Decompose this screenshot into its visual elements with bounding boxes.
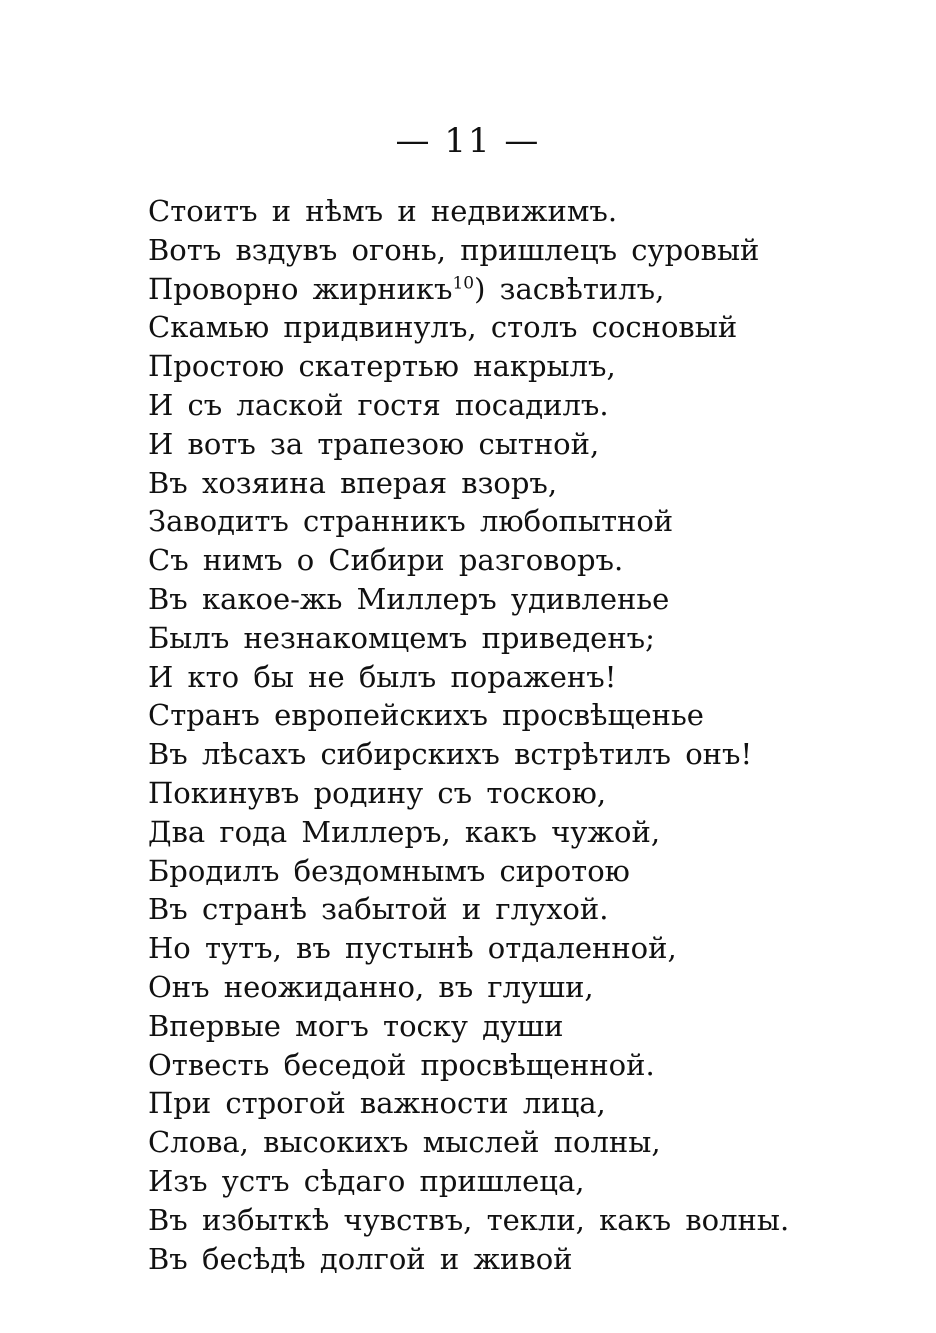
verse-line-24: При строгой важности лица, xyxy=(148,1086,606,1121)
verse-line-26: Изъ устъ сѣдаго пришлеца, xyxy=(148,1163,585,1198)
verse-line-4: Скамью придвинулъ, столъ сосновый xyxy=(148,310,738,345)
verse-line-20: Но тутъ, въ пустынѣ отдаленной, xyxy=(148,931,677,966)
verse-line-11: Въ какое-жь Миллеръ удивленье xyxy=(148,581,670,616)
verse-line-7: И вотъ за трапезою сытной, xyxy=(148,426,600,461)
verse-line-6: И съ лаской гостя посадилъ. xyxy=(148,387,609,422)
verse-line-16: Покинувъ родину съ тоскою, xyxy=(148,775,607,810)
verse-line-1: Стоитъ и нѣмъ и недвижимъ. xyxy=(148,194,618,228)
verse-line-15: Въ лѣсахъ сибирскихъ встрѣтилъ онъ! xyxy=(148,737,753,772)
verse-line-3 xyxy=(148,270,868,309)
verse-line-8: Въ хозяина вперая взоръ, xyxy=(148,465,558,500)
verse-line-5: Простою скатертью накрылъ, xyxy=(148,349,616,384)
verse-line-14: Странъ европейскихъ просвѣщенье xyxy=(148,698,704,733)
verse-line-12: Былъ незнакомцемъ приведенъ; xyxy=(148,620,655,655)
verse-line-25: Слова, высокихъ мыслей полны, xyxy=(148,1125,661,1160)
verse-line-3-start: Проворно жирникъ xyxy=(148,271,453,306)
verse-line-21: Онъ неожиданно, въ глуши, xyxy=(148,969,594,1004)
verse-line-2: Вотъ вздувъ огонь, пришлецъ суровый xyxy=(148,232,760,267)
verse-line-19: Въ странѣ забытой и глухой. xyxy=(148,892,609,927)
verse-line-17: Два года Миллеръ, какъ чужой, xyxy=(148,814,661,849)
verse-line-18: Бродилъ бездомнымъ сиротою xyxy=(148,853,630,888)
verse-line-10: Съ нимъ о Сибири разговоръ. xyxy=(148,543,624,578)
footnote-marker: 10 xyxy=(452,272,475,293)
verse-line-27: Въ избыткѣ чувствъ, текли, какъ волны. xyxy=(148,1202,790,1237)
verse-line-3-end: ) засвѣтилъ, xyxy=(474,271,665,306)
page-number: — 11 — xyxy=(395,121,541,161)
verse-line-9: Заводитъ странникъ любопытной xyxy=(148,504,674,539)
poem-text xyxy=(148,192,868,1278)
verse-line-13: И кто бы не былъ пораженъ! xyxy=(148,659,617,694)
verse-line-22: Впервые могъ тоску души xyxy=(148,1008,564,1043)
verse-line-23: Отвесть беседой просвѣщенной. xyxy=(148,1047,655,1082)
verse-line-28: Въ бесѣдѣ долгой и живой xyxy=(148,1241,573,1276)
